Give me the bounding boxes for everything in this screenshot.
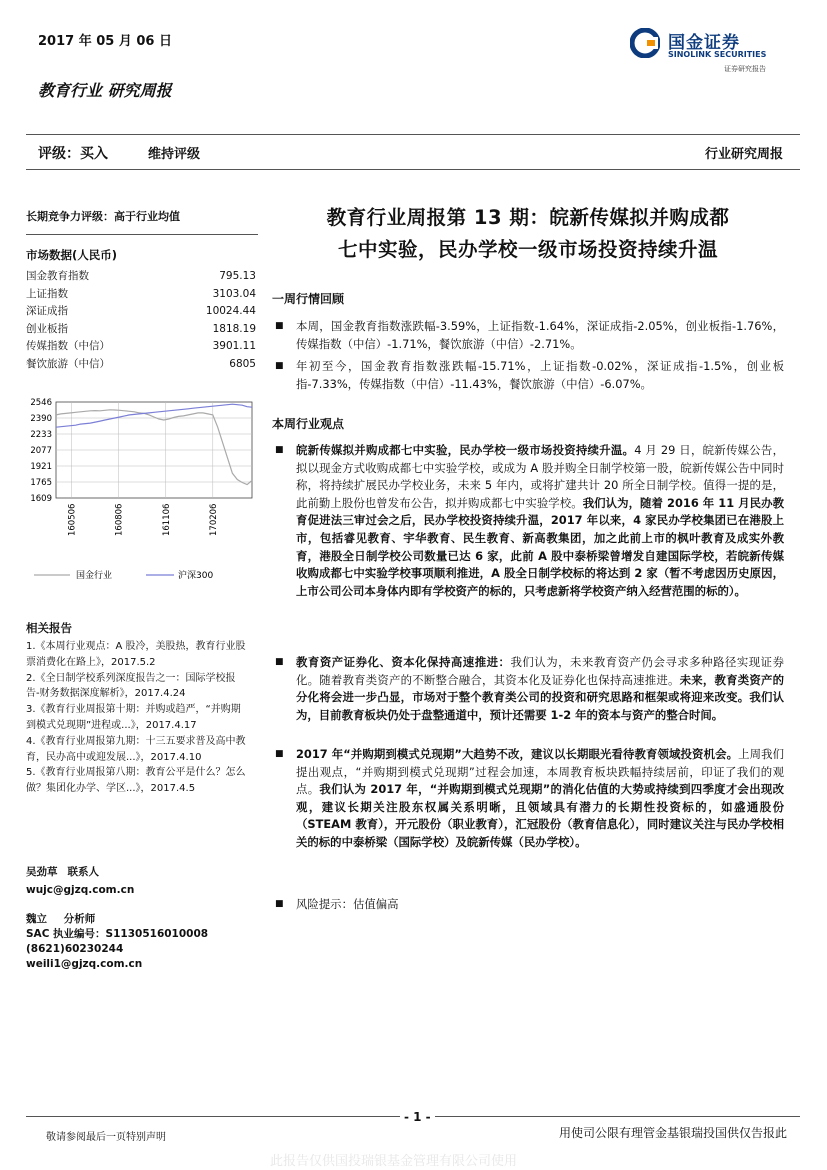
bullet-icon: ■	[275, 899, 284, 909]
analyst-contact	[26, 865, 258, 898]
bullet-paragraph	[275, 654, 784, 724]
market-name: 传媒指数（中信）	[26, 340, 110, 352]
y-tick-label: 1921	[30, 462, 52, 472]
report-date: 2017 年 05 月 06 日	[38, 34, 172, 49]
market-name: 上证指数	[26, 287, 68, 300]
table-row	[26, 338, 256, 356]
list-item[interactable]: 4.《教育行业周报第九期：十三五要求普及高中教育，民办高中或迎发展...》，2017.4.10	[26, 735, 246, 763]
report-type: 行业研究周报	[704, 147, 783, 162]
rating-action: 维持评级	[148, 147, 201, 162]
logo-mark-icon	[630, 28, 660, 58]
paragraph-bold: 教育资产证券化、资本化保持高速推进：	[296, 655, 511, 669]
market-name: 国金教育指数	[26, 270, 89, 282]
paragraph-text: 本周，国金教育指数涨跌幅-3.59%，上证指数-1.64%，深证成指-2.05%，创业板指-1.76%，传媒指数（中信）-1.71%，餐饮旅游（中信）-2.71%。	[296, 319, 784, 351]
paragraph-bold: 2017 年“并购期到模式兑现期”大趋势不改，建议以长期眼光看待教育领域投资机会。	[296, 747, 739, 761]
analyst-name: 魏立	[26, 913, 47, 925]
rating-divider	[26, 169, 800, 170]
bullet-icon: ■	[275, 321, 284, 331]
title-line: 教育行业周报第 13 期：皖新传媒拟并购成都	[326, 206, 730, 229]
y-tick-label: 1609	[30, 494, 52, 504]
report-title	[272, 202, 784, 266]
x-tick-label: 160506	[67, 503, 78, 536]
list-item[interactable]: 1.《本周行业观点：A 股冷，美股热，教育行业股票消费化在路上》，2017.5.2	[26, 641, 246, 668]
y-tick-label: 2077	[30, 446, 52, 456]
paragraph-bold: 我们认为，随着 2016 年 11 月民办教育促进法三审过会之后，民办学校投资持续升温，2017 年以来，4 家民办学校集团已在港股上市，包括睿见教育、宇华教育、民生教育、新高教集团，加之此前上市的枫叶教育及成实外教育，港股全日制学校公司数量已达 6 家，此前 A 股中泰桥梁曾增发自建国际学校，若皖新传媒收购成都七中实验学校事项顺利推进，A 股全日制学校标的将达到 2 家（暂不考虑因历史原因，上市公司公司本身体内即有学校资产的标的，只考虑新将学校资产纳入经营范围的标的）。	[296, 495, 784, 598]
document-type: 教育行业 研究周报	[38, 81, 172, 100]
paragraph-bold: 皖新传媒拟并购成都七中实验，民办学校一级市场投资持续升温。	[296, 443, 635, 457]
analyst-sac: SAC 执业编号：S1130516010008	[26, 928, 209, 940]
market-value: 795.13	[219, 270, 256, 282]
analyst-role: 联系人	[67, 866, 100, 878]
bullet-icon: ■	[275, 749, 284, 759]
analyst-phone: (8621)60230244	[26, 943, 124, 955]
x-tick-label: 170206	[208, 503, 219, 536]
paragraph-bold: 我们认为 2017 年，“并购期到模式兑现期”的消化估值的大势或持续到四季度才会出现改观，建议长期关注股东权属关系明晰，且领域具有潜力的长期性投资标的，如盛通股份（STEAM 教育），开元股份（职业教育），汇冠股份（教育信息化），同时建议关注与民办学校相关的标的中泰桥梁（国际学校）及皖新传媒（民办学校）。	[296, 782, 784, 849]
x-tick-label: 161106	[161, 503, 172, 536]
section-title: 本周行业观点	[272, 417, 345, 431]
competitiveness-rating: 长期竞争力评级：高于行业均值	[26, 210, 180, 223]
list-item[interactable]: 5.《教育行业周报第八期：教育公平是什么？怎么做？集团化办学、学区...》，2017.4.5	[26, 767, 246, 795]
paragraph-text: 我们认为，未来教育资产仍会寻求多种路径实现证券化。随着教育类资产的不断整合融合，其资本化及证券化也保持高速推进。	[296, 655, 784, 687]
header-divider	[26, 134, 800, 135]
market-name: 创业板指	[26, 322, 68, 335]
page-number: - 1 -	[400, 1110, 435, 1124]
series-line	[56, 410, 252, 485]
market-value: 10024.44	[205, 305, 256, 317]
legend-label: 沪深300	[178, 571, 214, 581]
table-row	[26, 321, 256, 339]
paragraph-text: 上周我们提出观点，“并购期到模式兑现期”过程会加速，本周教育板块跌幅持续居前，印证了我们的观点。	[296, 747, 784, 797]
paragraph-text: 年初至今，国金教育指数涨跌幅-15.71%，上证指数-0.02%，深证成指-1.5%，创业板指-7.33%，传媒指数（中信）-11.43%，餐饮旅游（中信）-6.07%。	[296, 359, 784, 391]
series-line	[56, 404, 252, 427]
analyst-email[interactable]: wujc@gjzq.com.cn	[26, 884, 135, 896]
table-row	[26, 268, 256, 286]
legend-label: 国金行业	[76, 571, 113, 581]
related-reports-list	[26, 639, 248, 797]
bullet-icon: ■	[275, 657, 284, 667]
y-tick-label: 2233	[30, 430, 52, 440]
watermark-text: 此报告仅供国投瑞银基金管理有限公司使用	[270, 1154, 518, 1169]
paragraph-text: 风险提示：估值偏高	[296, 897, 399, 911]
x-tick-label: 160806	[114, 503, 125, 536]
market-name: 餐饮旅游（中信）	[26, 357, 110, 370]
y-tick-label: 2546	[30, 398, 52, 408]
market-data-table	[26, 268, 256, 373]
analyst-contact	[26, 912, 258, 972]
analyst-role: 分析师	[63, 913, 96, 925]
left-divider	[26, 234, 258, 235]
bullet-paragraph	[275, 746, 784, 852]
analyst-email[interactable]: weili1@gjzq.com.cn	[26, 958, 143, 970]
rating-row	[38, 143, 200, 163]
market-value: 3901.11	[212, 340, 256, 352]
related-reports-title: 相关报告	[26, 621, 72, 635]
table-row	[26, 303, 256, 321]
y-tick-label: 2390	[30, 414, 52, 424]
market-value: 1818.19	[212, 322, 256, 335]
bullet-icon: ■	[275, 445, 284, 455]
disclaimer-note: 敬请参阅最后一页特别声明	[46, 1132, 166, 1143]
logo-en: SINOLINK SECURITIES	[668, 50, 767, 59]
market-value: 3103.04	[212, 287, 256, 300]
analyst-name: 吴劲草	[26, 866, 58, 878]
list-item[interactable]: 2.《全日制学校系列深度报告之一：国际学校报告-财务数据深度解析》，2017.4.24	[26, 672, 236, 700]
market-value: 6805	[229, 357, 256, 370]
table-row	[26, 286, 256, 304]
bullet-icon: ■	[275, 361, 284, 371]
market-data-title: 市场数据(人民币)	[26, 248, 118, 262]
company-logo	[630, 26, 790, 78]
market-name: 深证成指	[26, 305, 68, 317]
usage-notice: 用使司公限有理管金基银瑞投国供仅告报此	[558, 1126, 787, 1140]
list-item[interactable]: 3.《教育行业周报第十期：并购或趋严，“并购期到模式兑现期”进程或...》，2017.4.17	[26, 704, 241, 731]
y-tick-label: 1765	[30, 478, 52, 488]
logo-cn: 国金证券	[668, 33, 740, 53]
rating: 评级：买入	[38, 146, 108, 162]
bullet-paragraph	[275, 318, 784, 353]
paragraph-bold: 未来，教育类资产的分化将会进一步凸显，市场对于整个教育类公司的投资和研究思路和框架或将迎来改变。我们认为，目前教育板块仍处于盘整通道中，预计还需要 1-2 年的资本与资产的整合时间。	[296, 672, 784, 722]
logo-sub: 证券研究报告	[724, 65, 766, 73]
paragraph-text: 4 月 29 日，皖新传媒公告，拟以现金方式收购成都七中实验学校，或成为 A 股并购全日制学校第一股，皖新传媒公告中同时称，将持续扩展民办学校业务，未来 5 年内，或将扩建共计 20 所全日制学校。值得一提的是，此前勤上股份也曾发布公告，拟并购成都七中实验学校。	[296, 443, 784, 510]
bullet-paragraph	[275, 442, 784, 600]
section-title: 一周行情回顾	[272, 292, 345, 306]
bullet-paragraph	[275, 896, 784, 914]
bullet-paragraph	[275, 358, 784, 393]
table-row	[26, 356, 256, 374]
title-line: 七中实验，民办学校一级市场投资持续升温	[337, 238, 718, 261]
index-line-chart	[24, 392, 260, 592]
